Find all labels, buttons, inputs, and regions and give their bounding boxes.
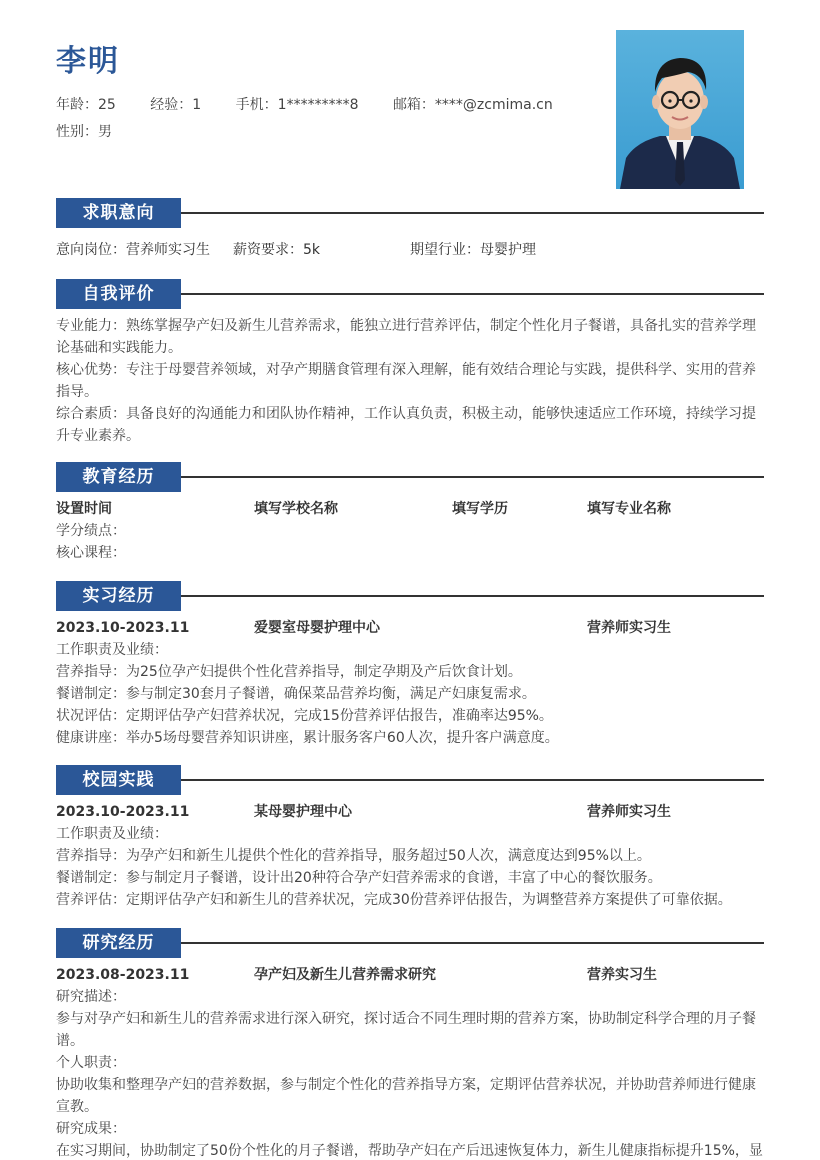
section-internship (56, 581, 764, 749)
text-line: 工作职责及业绩： (56, 642, 168, 658)
section-title: 自我评价 (56, 279, 181, 309)
section-title: 校园实践 (56, 765, 181, 795)
text-line: 专业能力：熟练掌握孕产妇及新生儿营养需求，能独立进行营养评估，制定个性化月子餐谱，具备扎实的营养学理 (56, 318, 756, 334)
person-portrait-icon (616, 30, 744, 189)
intent-row (56, 239, 764, 261)
research-org: 孕产妇及新生儿营养需求研究 (254, 967, 436, 983)
text-line: 在实习期间，协助制定了50份个性化的月子餐谱，帮助孕产妇在产后迅速恢复体力，新生儿健康指标提升15%，显 (56, 1143, 763, 1159)
education-time: 设置时间 (56, 501, 112, 517)
experience-field: 经验：1 (150, 97, 202, 113)
section-header (56, 765, 764, 795)
internship-org: 爱婴室母婴护理中心 (254, 620, 380, 636)
text-line: 状况评估：定期评估孕产妇营养状况，完成15份营养评估报告，准确率达95%。 (56, 708, 553, 724)
internship-header-row (56, 617, 764, 639)
section-campus-practice (56, 765, 764, 911)
text-line: 升专业素养。 (56, 428, 140, 444)
text-line: 营养指导：为孕产妇和新生儿提供个性化的营养指导，服务超过50人次，满意度达到95%以上。 (56, 848, 651, 864)
text-line: 指导。 (56, 384, 98, 400)
phone-field: 手机：1*********8 (235, 97, 359, 113)
candidate-name: 李明 (56, 44, 120, 79)
text-line: 个人职责： (56, 1055, 126, 1071)
section-self-evaluation (56, 279, 764, 447)
text-line: 宣教。 (56, 1099, 98, 1115)
research-time: 2023.08-2023.11 (56, 967, 190, 983)
basic-info-row (56, 94, 583, 114)
campus-time: 2023.10-2023.11 (56, 804, 190, 820)
text-line: 工作职责及业绩： (56, 826, 168, 842)
intent-salary: 薪资要求：5k (233, 242, 321, 258)
campus-org: 某母婴护理中心 (254, 804, 352, 820)
age-field: 年龄：25 (56, 97, 116, 113)
internship-role: 营养师实习生 (587, 620, 671, 636)
internship-time: 2023.10-2023.11 (56, 620, 190, 636)
text-line: 餐谱制定：参与制定30套月子餐谱，确保菜品营养均衡，满足产妇康复需求。 (56, 686, 536, 702)
section-research (56, 928, 764, 1160)
research-header-row (56, 964, 764, 986)
text-line: 协助收集和整理孕产妇的营养数据，参与制定个性化的营养指导方案，定期评估营养状况，并协助营养师进行健康 (56, 1077, 756, 1093)
text-line: 营养指导：为25位孕产妇提供个性化营养指导，制定孕期及产后饮食计划。 (56, 664, 522, 680)
section-header (56, 462, 764, 492)
text-line: 核心优势：专注于母婴营养领域，对孕产期膳食管理有深入理解，能有效结合理论与实践，提供科学、实用的营养 (56, 362, 756, 378)
gender-row (56, 121, 142, 141)
education-school: 填写学校名称 (254, 501, 338, 517)
campus-header-row (56, 801, 764, 823)
section-divider (181, 293, 764, 295)
education-header-row (56, 498, 764, 520)
education-courses: 核心课程： (56, 545, 126, 561)
campus-role: 营养师实习生 (587, 804, 671, 820)
section-header (56, 581, 764, 611)
intent-industry: 期望行业：母婴护理 (410, 242, 536, 258)
section-job-intent (56, 198, 764, 261)
email-field: 邮箱：****@zcmima.cn (392, 97, 553, 113)
text-line: 谱。 (56, 1033, 84, 1049)
text-line: 论基础和实践能力。 (56, 340, 182, 356)
header (56, 36, 120, 80)
intent-position: 意向岗位：营养师实习生 (56, 242, 210, 258)
section-title: 研究经历 (56, 928, 181, 958)
section-divider (181, 476, 764, 478)
section-title: 实习经历 (56, 581, 181, 611)
profile-photo (616, 30, 744, 189)
text-line: 餐谱制定：参与制定月子餐谱，设计出20种符合孕产妇营养需求的食谱，丰富了中心的餐饮服务。 (56, 870, 662, 886)
self-evaluation-text (56, 315, 764, 447)
education-gpa: 学分绩点： (56, 523, 126, 539)
text-line: 参与对孕产妇和新生儿的营养需求进行深入研究，探讨适合不同生理时期的营养方案，协助制定科学合理的月子餐 (56, 1011, 756, 1027)
section-divider (181, 595, 764, 597)
section-title: 教育经历 (56, 462, 181, 492)
text-line: 健康讲座：举办5场母婴营养知识讲座，累计服务客户60人次，提升客户满意度。 (56, 730, 559, 746)
section-header (56, 928, 764, 958)
education-major: 填写专业名称 (587, 501, 671, 517)
section-education (56, 462, 764, 564)
section-header (56, 198, 764, 228)
section-title: 求职意向 (56, 198, 181, 228)
text-line: 研究描述： (56, 989, 126, 1005)
section-divider (181, 942, 764, 944)
text-line: 营养评估：定期评估孕产妇和新生儿的营养状况，完成30份营养评估报告，为调整营养方案提供了可靠依据。 (56, 892, 732, 908)
section-header (56, 279, 764, 309)
gender-field: 性别：男 (56, 124, 112, 140)
text-line: 研究成果： (56, 1121, 126, 1137)
research-role: 营养实习生 (587, 967, 657, 983)
section-divider (181, 212, 764, 214)
text-line: 综合素质：具备良好的沟通能力和团队协作精神，工作认真负责，积极主动，能够快速适应工作环境，持续学习提 (56, 406, 756, 422)
section-divider (181, 779, 764, 781)
education-degree: 填写学历 (452, 501, 508, 517)
